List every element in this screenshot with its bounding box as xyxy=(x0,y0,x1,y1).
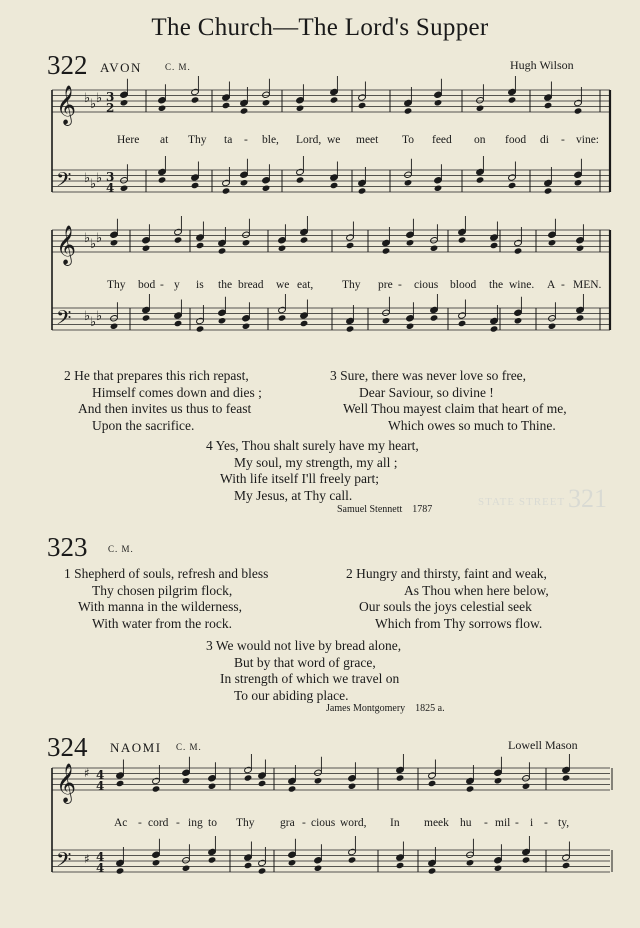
hymn-323-attribution: James Montgomery 1825 a. xyxy=(326,703,445,714)
hymn-322-syllable: we xyxy=(276,279,290,291)
hymn-322-verse-2: 2 He that prepares this rich repast, Himself comes down and dies ; And then invites us thus to feast Upon the sacrifice. xyxy=(64,368,262,433)
hymn-322-attribution: Samuel Stennett 1787 xyxy=(337,504,433,515)
bleed-through-number: 321 xyxy=(568,484,607,513)
note-head-icon xyxy=(522,783,531,790)
note-head-icon xyxy=(490,325,499,332)
svg-text:♭: ♭ xyxy=(96,91,103,106)
note-head-icon xyxy=(406,239,415,246)
note-head-icon xyxy=(296,105,305,112)
note-head-icon xyxy=(458,320,467,327)
note-head-icon xyxy=(358,187,367,194)
note-head-icon xyxy=(430,314,439,321)
note-head-icon xyxy=(396,774,405,781)
bass-clef-icon: 𝄢 xyxy=(56,168,72,196)
hymn-324-syllable: cious xyxy=(311,817,336,829)
hymn-324-composer: Lowell Mason xyxy=(508,738,578,752)
treble-clef-icon: 𝄞 xyxy=(56,763,77,803)
hymn-322-lyrics-line-2 xyxy=(0,279,640,295)
svg-text:2: 2 xyxy=(106,101,115,115)
note-head-icon xyxy=(258,867,267,874)
note-head-icon xyxy=(404,107,413,114)
note-head-icon xyxy=(244,862,253,869)
svg-text:♭: ♭ xyxy=(90,177,97,192)
hymn-322-syllable: the xyxy=(489,279,504,291)
hymn-322-syllable: - xyxy=(244,134,248,146)
hymn-324-tune: NAOMI xyxy=(110,740,162,755)
hymn-322-syllable: Here xyxy=(117,134,140,146)
note-head-icon xyxy=(330,182,339,189)
hymn-322-meter: C. M. xyxy=(165,62,191,72)
hymn-322-number: 322 xyxy=(47,50,88,80)
note-head-icon xyxy=(152,859,161,866)
note-head-icon xyxy=(152,785,161,792)
hymn-322-syllable: Thy xyxy=(188,134,207,146)
note-head-icon xyxy=(576,314,585,321)
hymn-322-syllable: at xyxy=(160,134,169,146)
hymn-322-syllable: di xyxy=(540,134,549,146)
hymn-322-syllable: ta xyxy=(224,134,233,146)
note-head-icon xyxy=(240,179,249,186)
note-head-icon xyxy=(196,325,205,332)
hymn-322-syllable: cious xyxy=(414,279,439,291)
note-head-icon xyxy=(110,239,119,246)
note-head-icon xyxy=(348,783,357,790)
note-head-icon xyxy=(466,785,475,792)
svg-text:♭: ♭ xyxy=(90,237,97,252)
hymn-322-syllable: meet xyxy=(356,134,379,146)
svg-text:♭: ♭ xyxy=(90,315,97,330)
hymn-322-syllable: vine: xyxy=(576,134,599,146)
note-head-icon xyxy=(576,245,585,252)
note-head-icon xyxy=(508,96,517,103)
hymn-324-syllable: - xyxy=(544,817,548,829)
svg-text:♭: ♭ xyxy=(96,231,103,246)
hymn-322-tune: AVON xyxy=(100,60,142,75)
note-head-icon xyxy=(548,323,557,330)
hymn-324-syllable: to xyxy=(208,817,217,829)
note-head-icon xyxy=(191,96,200,103)
note-head-icon xyxy=(574,179,583,186)
note-head-icon xyxy=(296,176,305,183)
hymn-322-syllable: y xyxy=(174,279,180,291)
hymn-322-syllable: - xyxy=(160,279,164,291)
note-head-icon xyxy=(242,239,251,246)
note-head-icon xyxy=(314,865,323,872)
note-head-icon xyxy=(278,245,287,252)
hymn-322-syllable: bod xyxy=(138,279,156,291)
hymn-322-syllable: the xyxy=(218,279,233,291)
hymn-322-syllable: food xyxy=(505,134,527,146)
hymn-322-syllable: MEN. xyxy=(573,279,602,291)
note-head-icon xyxy=(218,247,227,254)
treble-clef-icon: 𝄞 xyxy=(56,225,77,265)
hymn-324-meter: C. M. xyxy=(176,742,202,752)
note-head-icon xyxy=(208,783,217,790)
note-head-icon xyxy=(428,867,437,874)
note-head-icon xyxy=(466,859,475,866)
note-head-icon xyxy=(382,247,391,254)
hymn-324-number: 324 xyxy=(47,732,88,762)
note-head-icon xyxy=(514,317,523,324)
hymn-324-syllable: cord xyxy=(148,817,169,829)
hymn-322-composer: Hugh Wilson xyxy=(510,58,574,72)
note-head-icon xyxy=(300,236,309,243)
hymn-322-syllable: blood xyxy=(450,279,477,291)
hymn-322-syllable: - xyxy=(561,134,565,146)
note-head-icon xyxy=(182,777,191,784)
hymn-322-syllable: A xyxy=(547,279,556,291)
hymn-324-syllable: In xyxy=(390,817,400,829)
hymn-324-syllable: - xyxy=(515,817,519,829)
note-head-icon xyxy=(508,182,517,189)
note-head-icon xyxy=(544,187,553,194)
svg-text:♯: ♯ xyxy=(84,852,90,866)
hymn-324-syllable: - xyxy=(302,817,306,829)
treble-clef-icon: 𝄞 xyxy=(56,85,77,125)
svg-text:♭: ♭ xyxy=(90,97,97,112)
note-head-icon xyxy=(544,102,553,109)
note-head-icon xyxy=(218,317,227,324)
svg-text:3: 3 xyxy=(106,170,115,184)
hymn-324-syllable: gra xyxy=(280,817,295,829)
note-head-icon xyxy=(278,314,287,321)
hymn-322-lyrics-line-1 xyxy=(0,134,640,150)
note-head-icon xyxy=(288,785,297,792)
note-head-icon xyxy=(242,323,251,330)
hymn-322-syllable: To xyxy=(402,134,414,146)
note-head-icon xyxy=(382,317,391,324)
note-head-icon xyxy=(196,242,205,249)
note-head-icon xyxy=(434,185,443,192)
note-head-icon xyxy=(476,105,485,112)
note-head-icon xyxy=(244,774,253,781)
bass-clef-icon: 𝄢 xyxy=(56,848,72,876)
note-head-icon xyxy=(191,182,200,189)
hymn-324-syllable: - xyxy=(176,817,180,829)
hymn-324-lyrics-line-1 xyxy=(0,817,640,833)
svg-text:♭: ♭ xyxy=(84,91,91,106)
svg-text:♯: ♯ xyxy=(84,766,90,780)
note-head-icon xyxy=(240,107,249,114)
svg-text:♭: ♭ xyxy=(96,309,103,324)
svg-text:4: 4 xyxy=(96,768,105,782)
svg-text:♭: ♭ xyxy=(84,171,91,186)
note-head-icon xyxy=(346,242,355,249)
note-head-icon xyxy=(476,176,485,183)
svg-text:♭: ♭ xyxy=(84,309,91,324)
hymn-322-syllable: feed xyxy=(432,134,452,146)
svg-text:♭: ♭ xyxy=(84,231,91,246)
hymn-324-syllable: hu xyxy=(460,817,472,829)
hymn-322-syllable: - xyxy=(561,279,565,291)
hymn-322-verse-3: 3 Sure, there was never love so free, Dear Saviour, so divine ! Well Thou mayest claim that heart of me, Which owes so much to Thine. xyxy=(330,368,567,433)
hymn-324-syllable: ing xyxy=(188,817,203,829)
page-title: The Church—The Lord's Supper xyxy=(151,14,489,41)
hymn-323-meter: C. M. xyxy=(108,544,134,554)
hymn-324-syllable: Ac xyxy=(114,817,128,829)
hymn-324-syllable: - xyxy=(484,817,488,829)
hymn-322-syllable: eat, xyxy=(297,279,314,291)
note-head-icon xyxy=(158,105,167,112)
note-head-icon xyxy=(330,96,339,103)
note-head-icon xyxy=(174,320,183,327)
note-head-icon xyxy=(158,176,167,183)
svg-text:4: 4 xyxy=(96,850,105,864)
note-head-icon xyxy=(358,102,367,109)
note-head-icon xyxy=(116,780,125,787)
note-head-icon xyxy=(522,856,531,863)
hymn-324-syllable: Thy xyxy=(236,817,255,829)
hymn-322-syllable: Thy xyxy=(107,279,126,291)
note-head-icon xyxy=(458,236,467,243)
hymn-322-syllable: we xyxy=(327,134,341,146)
hymn-323-number: 323 xyxy=(47,532,88,562)
note-head-icon xyxy=(222,102,231,109)
note-head-icon xyxy=(222,187,231,194)
note-head-icon xyxy=(490,242,499,249)
hymn-323-verse-1: 1 Shepherd of souls, refresh and bless Thy chosen pilgrim flock, With manna in the wilderness, With water from the rock. xyxy=(64,566,269,631)
note-head-icon xyxy=(208,856,217,863)
hymn-322-syllable: - xyxy=(398,279,402,291)
note-head-icon xyxy=(430,245,439,252)
note-head-icon xyxy=(120,185,129,192)
hymn-324-syllable: i xyxy=(530,817,534,829)
hymn-324-syllable: - xyxy=(138,817,142,829)
note-head-icon xyxy=(314,777,323,784)
hymn-323-verse-2: 2 Hungry and thirsty, faint and weak, As Thou when here below, Our souls the joys celestial seek Which from Thy sorrows flow. xyxy=(346,566,549,631)
hymn-322-verse-4: 4 Yes, Thou shalt surely have my heart, My soul, my strength, my all ; With life itself I'll freely part; My Jesus, at Thy call. xyxy=(206,438,419,503)
svg-text:3: 3 xyxy=(106,90,115,104)
note-head-icon xyxy=(262,185,271,192)
note-head-icon xyxy=(514,247,523,254)
hymn-322-syllable: Thy xyxy=(342,279,361,291)
hymn-324-syllable: word, xyxy=(340,817,367,829)
hymn-324-syllable: ty, xyxy=(558,817,570,829)
note-head-icon xyxy=(562,774,571,781)
note-head-icon xyxy=(494,865,503,872)
hymn-322-syllable: bread xyxy=(238,279,264,291)
note-head-icon xyxy=(348,856,357,863)
note-head-icon xyxy=(406,323,415,330)
note-head-icon xyxy=(120,99,129,106)
note-head-icon xyxy=(182,865,191,872)
note-head-icon xyxy=(346,325,355,332)
svg-text:4: 4 xyxy=(96,861,105,875)
note-head-icon xyxy=(288,859,297,866)
hymn-322-syllable: wine. xyxy=(509,279,535,291)
hymn-322-syllable: Lord, xyxy=(296,134,322,146)
bleed-through-tune: STATE STREET xyxy=(478,496,566,508)
note-head-icon xyxy=(548,239,557,246)
note-head-icon xyxy=(142,245,151,252)
svg-text:♭: ♭ xyxy=(96,171,103,186)
note-head-icon xyxy=(562,862,571,869)
hymn-322-syllable: on xyxy=(474,134,486,146)
note-head-icon xyxy=(262,99,271,106)
note-head-icon xyxy=(434,99,443,106)
note-head-icon xyxy=(428,780,437,787)
hymn-324-syllable: meek xyxy=(424,817,449,829)
hymn-322-syllable: pre xyxy=(378,279,393,291)
note-head-icon xyxy=(300,320,309,327)
hymn-323-verse-3: 3 We would not live by bread alone, But by that word of grace, In strength of which we travel on To our abiding place. xyxy=(206,638,402,703)
hymn-322-syllable: ble, xyxy=(262,134,279,146)
svg-text:4: 4 xyxy=(96,779,105,793)
hymn-324-syllable: mil xyxy=(495,817,511,829)
svg-text:4: 4 xyxy=(106,181,115,195)
note-head-icon xyxy=(110,323,119,330)
note-head-icon xyxy=(174,236,183,243)
note-head-icon xyxy=(142,314,151,321)
note-head-icon xyxy=(258,780,267,787)
note-head-icon xyxy=(396,862,405,869)
note-head-icon xyxy=(404,179,413,186)
note-head-icon xyxy=(494,777,503,784)
note-head-icon xyxy=(116,867,125,874)
note-head-icon xyxy=(574,107,583,114)
bass-clef-icon: 𝄢 xyxy=(56,306,72,334)
hymn-322-syllable: is xyxy=(196,279,204,291)
